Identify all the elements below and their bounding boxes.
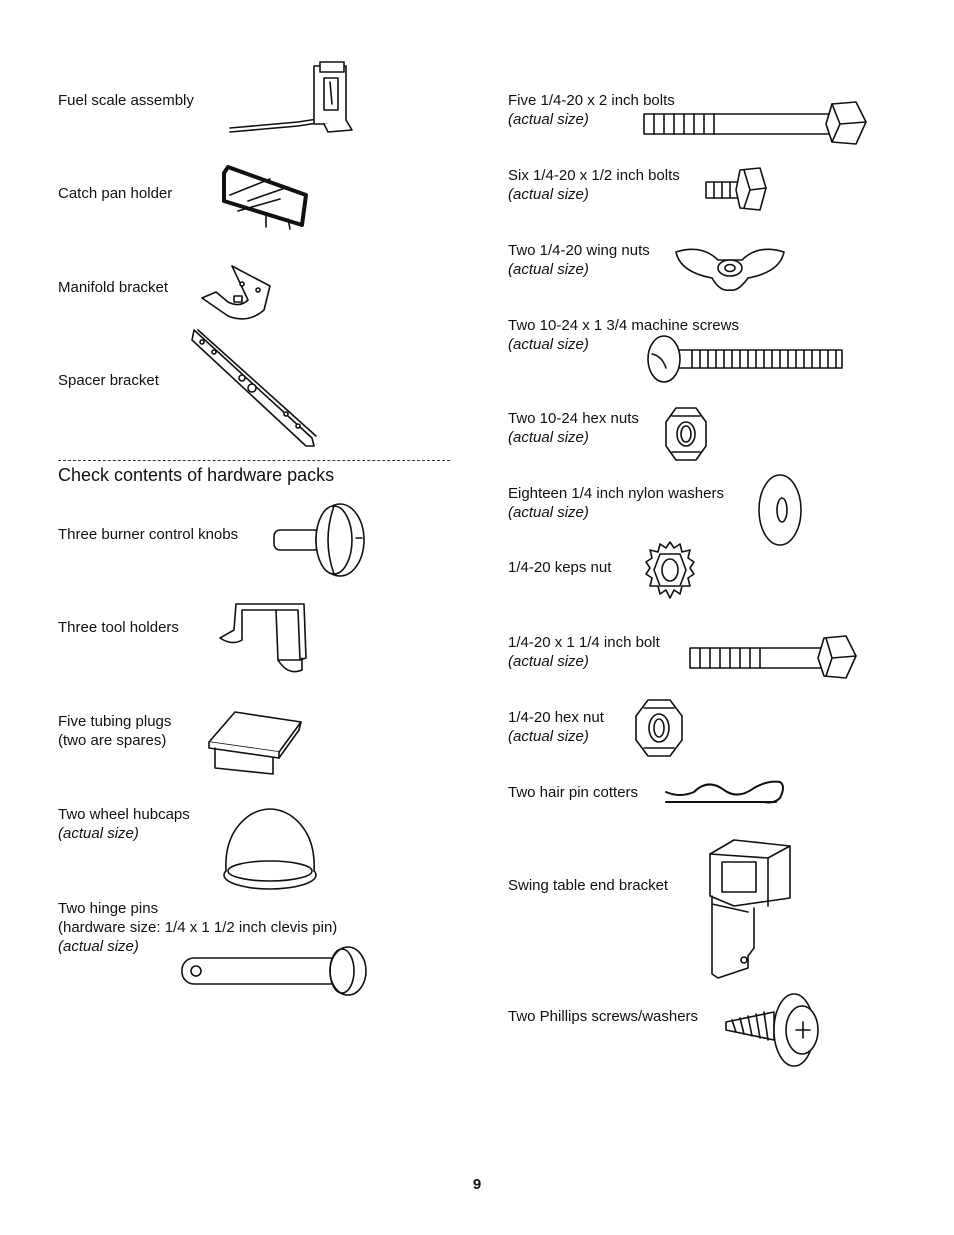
bolts-half-label <box>508 166 680 204</box>
hinge-pins-text: Two hinge pins <box>58 900 159 917</box>
hardware-packs-heading: Check contents of hardware packs <box>58 465 335 485</box>
hex-nut-10-24-image <box>664 406 708 462</box>
hubcaps-label <box>58 805 190 843</box>
hex-nut-note: (actual size) <box>508 728 589 745</box>
hex-nuts-10-label <box>508 409 639 447</box>
manifold-bracket-image <box>198 262 278 327</box>
hinge-pin-image <box>180 946 370 998</box>
manifold-label: Manifold bracket <box>58 279 169 296</box>
swing-bracket-label: Swing table end bracket <box>508 877 669 894</box>
cotters-label: Two hair pin cotters <box>508 784 639 801</box>
tubing-plugs-text: Five tubing plugs <box>58 713 172 730</box>
page-number: 9 <box>472 1176 482 1193</box>
phillips-label: Two Phillips screws/washers <box>508 1008 699 1025</box>
washers-text: Eighteen 1/4 inch nylon washers <box>508 485 724 502</box>
hex-nut-label <box>508 708 604 746</box>
bolts-2in-text: Five 1/4-20 x 2 inch bolts <box>508 92 675 109</box>
spacer-bracket-image <box>190 326 320 448</box>
bolt-1-25-image <box>686 634 860 684</box>
keps-nut-label: 1/4-20 keps nut <box>508 559 612 576</box>
hinge-pins-size: (hardware size: 1/4 x 1 1/2 inch clevis pin) <box>58 919 338 936</box>
keps-nut-image <box>644 540 696 602</box>
washers-note: (actual size) <box>508 504 589 521</box>
tubing-plug-image <box>205 706 305 778</box>
fuel-scale-assembly-image <box>228 60 358 135</box>
wing-nuts-text: Two 1/4-20 wing nuts <box>508 242 650 259</box>
tubing-plugs-label <box>58 712 171 750</box>
machine-screws-note: (actual size) <box>508 336 589 353</box>
bolt-1-25-text: 1/4-20 x 1 1/4 inch bolt <box>508 634 660 651</box>
hex-nuts-10-note: (actual size) <box>508 429 589 446</box>
nylon-washer-image <box>756 472 804 548</box>
catch-pan-label: Catch pan holder <box>58 185 173 202</box>
tubing-plugs-note: (two are spares) <box>58 732 167 749</box>
tool-holders-label: Three tool holders <box>58 619 179 636</box>
hinge-pins-note: (actual size) <box>58 938 139 955</box>
hubcaps-note: (actual size) <box>58 825 139 842</box>
hex-nuts-10-text: Two 10-24 hex nuts <box>508 410 639 427</box>
fuel-scale-label: Fuel scale assembly <box>58 92 194 109</box>
phillips-screw-washer-image <box>722 990 822 1072</box>
wing-nuts-label <box>508 241 650 279</box>
wing-nuts-note: (actual size) <box>508 261 589 278</box>
swing-table-end-bracket-image <box>704 836 794 982</box>
bolt-2in-image <box>640 100 870 150</box>
washers-label <box>508 484 724 522</box>
knobs-label: Three burner control knobs <box>58 526 239 543</box>
hex-nut-image <box>634 698 684 758</box>
catch-pan-holder-image <box>218 165 313 230</box>
wing-nut-image <box>672 242 788 294</box>
hex-nut-text: 1/4-20 hex nut <box>508 709 604 726</box>
tool-holder-image <box>212 600 312 678</box>
machine-screw-image <box>644 334 846 386</box>
bolts-half-note: (actual size) <box>508 186 589 203</box>
bolt-1-25-label <box>508 633 660 671</box>
machine-screws-text: Two 10-24 x 1 3/4 machine screws <box>508 317 739 334</box>
bolt-1-25-note: (actual size) <box>508 653 589 670</box>
wheel-hubcap-image <box>220 805 320 893</box>
spacer-label: Spacer bracket <box>58 372 159 389</box>
section-divider <box>58 460 450 461</box>
hubcaps-text: Two wheel hubcaps <box>58 806 190 823</box>
bolt-half-inch-image <box>704 166 770 216</box>
bolts-2in-note: (actual size) <box>508 111 589 128</box>
hair-pin-cotter-image <box>664 778 786 808</box>
bolts-half-text: Six 1/4-20 x 1/2 inch bolts <box>508 167 680 184</box>
control-knob-image <box>270 502 370 582</box>
